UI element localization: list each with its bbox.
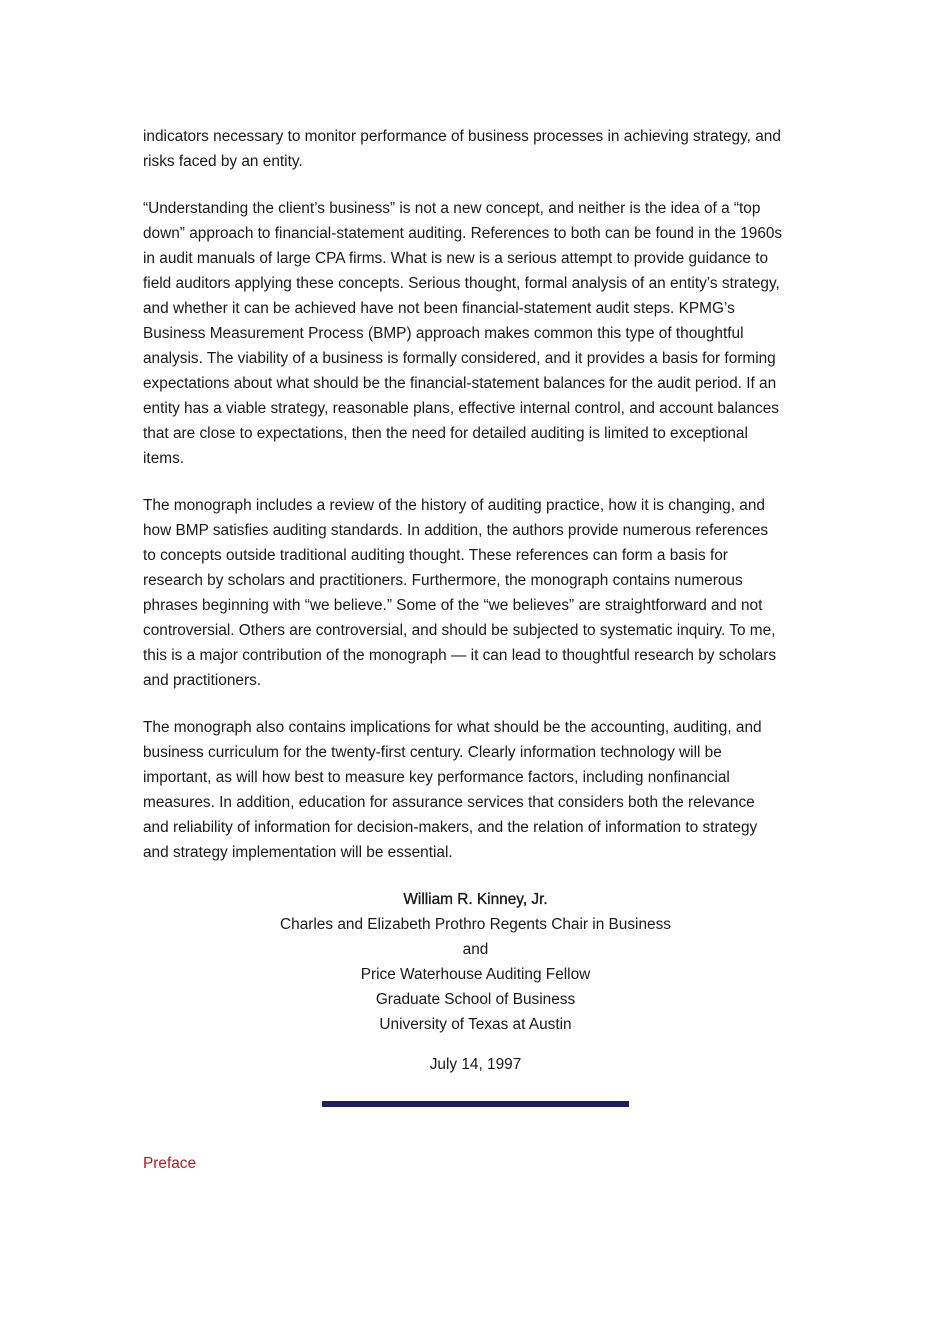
paragraph-4: The monograph also contains implications for what should be the accounting, auditing, and business curriculum for the twenty-first century. Clearly information technology will be important, as will how best to measure key performance factors, including nonfinancial measures. In addition, education for assurance services that considers both the relevance and reliability of information for decision-makers, and the relation of information to strategy and strategy implementation will be essential. (143, 719, 762, 861)
section-divider (322, 1101, 629, 1107)
signature-title-line-2: and (462, 941, 489, 958)
paragraph-1: indicators necessary to monitor performance of business processes in achieving strategy, and risks faced by an entity. (143, 128, 781, 170)
signature-title-line-5: University of Texas at Austin (379, 1016, 572, 1033)
signature-block (143, 887, 808, 1037)
document-page (143, 124, 808, 1176)
signature-title-line-4: Graduate School of Business (375, 991, 576, 1008)
signature-title-line-1: Charles and Elizabeth Prothro Regents Chair in Business (280, 916, 671, 933)
preface-link[interactable]: Preface (143, 1155, 197, 1172)
signature-name: William R. Kinney, Jr. (403, 891, 548, 908)
signature-title-line-3: Price Waterhouse Auditing Fellow (360, 966, 591, 983)
paragraph-3: The monograph includes a review of the history of auditing practice, how it is changing, and how BMP satisfies auditing standards. In addition, the authors provide numerous references to concepts outside traditional auditing thought. These references can form a basis for research by scholars and practitioners. Furthermore, the monograph contains numerous phrases beginning with “we believe.” Some of the “we believes” are straightforward and not controversial. Others are controversial, and should be subjected to systematic inquiry. To me, this is a major contribution of the monograph — it can lead to thoughtful research by scholars and practitioners. (143, 497, 777, 689)
signature-date: July 14, 1997 (429, 1056, 522, 1073)
paragraph-2: “Understanding the client’s business” is not a new concept, and neither is the idea of a “top down” approach to financial-statement auditing. References to both can be found in the 1960s in audit manuals of large CPA firms. What is new is a serious attempt to provide guidance to field auditors applying these concepts. Serious thought, formal analysis of an entity’s strategy, and whether it can be achieved have not been financial-statement audit steps. KPMG’s Business Measurement Process (BMP) approach makes common this type of thoughtful analysis. The viability of a business is formally considered, and it provides a basis for forming expectations about what should be the financial-statement balances for the audit period. If an entity has a viable strategy, reasonable plans, effective internal control, and account balances that are close to expectations, then the need for detailed auditing is limited to exceptional items. (143, 200, 783, 467)
